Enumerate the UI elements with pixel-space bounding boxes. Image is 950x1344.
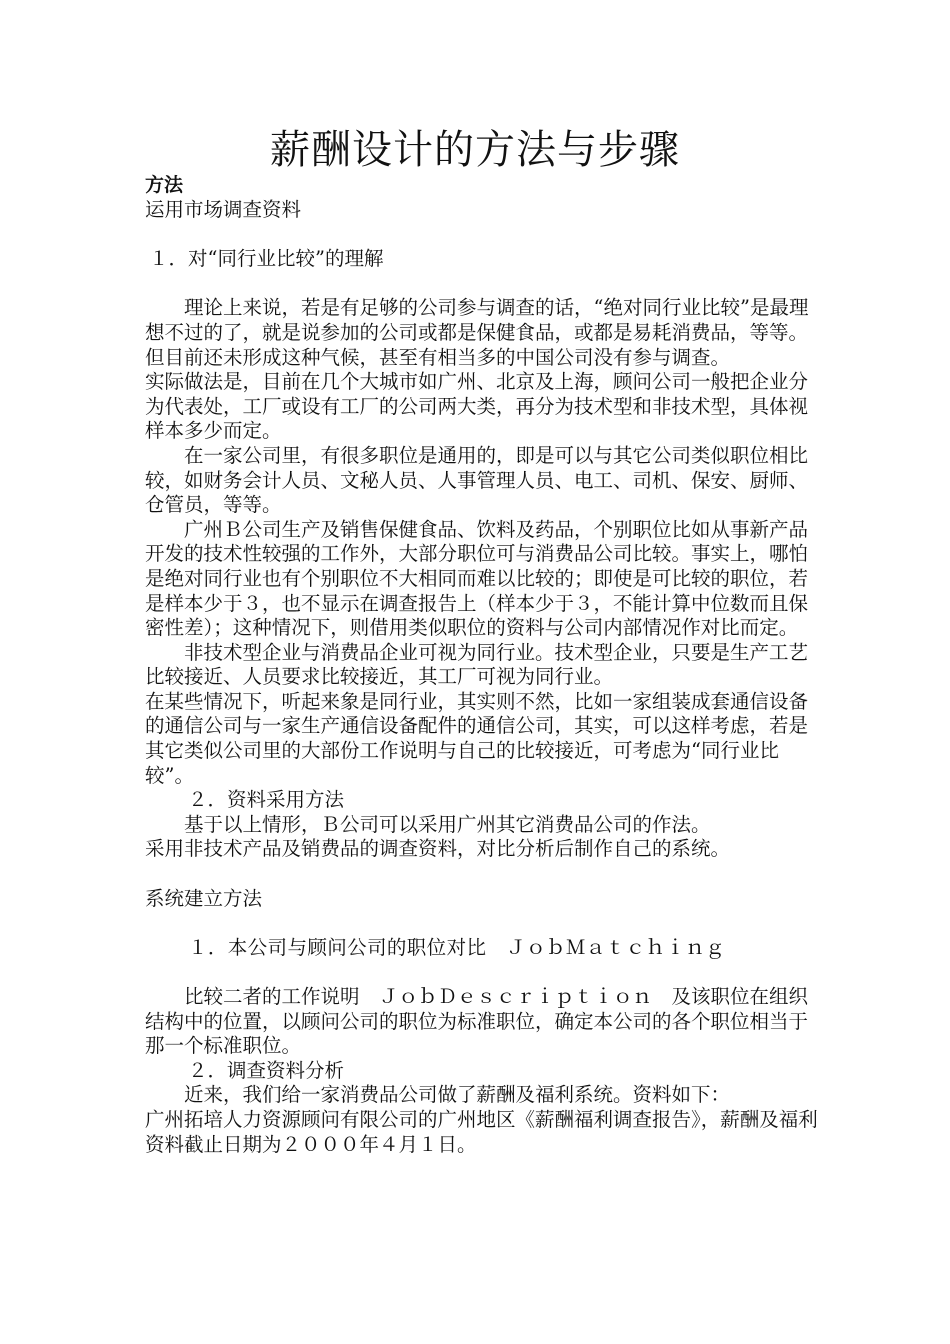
section-heading: 系统建立方法 — [145, 886, 263, 910]
paragraph: 采用非技术产品及销费品的调查资料，对比分析后制作自己的系统。 — [145, 837, 731, 861]
document-body — [145, 198, 825, 1157]
paragraph: 在一家公司里，有很多职位是通用的，即是可以与其它公司类似职位相比较，如财务会计人员、文秘人员、人事管理人员、电工、司机、保安、厨师、仓管员，等等。 — [145, 443, 809, 517]
paragraph: 基于以上情形，Ｂ公司可以采用广州其它消费品公司的作法。 — [184, 812, 711, 836]
paragraph: 广州Ｂ公司生产及销售保健食品、饮料及药品，个别职位比如从事新产品开发的技术性较强的工作外，大部分职位可与消费品公司比较。事实上，哪怕是绝对同行业也有个别职位不大相同而难以比较的；即使是可比较的职位，若是样本少于３，也不显示在调查报告上（样本少于３，不能计算中位数而且保密性差）；这种情况下，则借用类似职位的资料与公司内部情况作对比而定。 — [145, 517, 809, 640]
paragraph: 广州拓培人力资源顾问有限公司的广州地区《薪酬福利调查报告》，薪酬及福利资料截止日期为２０００年４月１日。 — [145, 1107, 818, 1156]
paragraph: 比较二者的工作说明 ＪｏｂＤｅｓｃｒｉｐｔｉｏｎ 及该职位在组织结构中的位置，以顾问公司的职位为标准职位，确定本公司的各个职位相当于那一个标准职位。 — [145, 985, 809, 1058]
paragraph: 理论上来说，若是有足够的公司参与调查的话，“绝对同行业比较”是最理想不过的了，就是说参加的公司或都是保健食品，或都是易耗消费品，等等。但目前还未形成这种气候，甚至有相当多的中国公司没有参与调查。 — [145, 296, 809, 369]
paragraph: 运用市场调查资料 — [145, 198, 302, 221]
section-heading-methods: 方法 — [145, 174, 184, 196]
subheading: ２．资料采用方法 — [188, 788, 345, 812]
spacer — [145, 862, 825, 887]
spacer — [145, 960, 825, 985]
spacer — [145, 272, 825, 297]
paragraph: 在某些情况下，听起来象是同行业，其实则不然，比如一家组装成套通信设备的通信公司与一家生产通信设备配件的通信公司，其实，可以这样考虑，若是其它类似公司里的大部份工作说明与自己的比较接近，可考虑为“同行业比较”。 — [145, 689, 809, 787]
paragraph: 实际做法是，目前在几个大城市如广州、北京及上海，顾问公司一般把企业分为代表处，工厂或设有工厂的公司两大类，再分为技术型和非技术型，具体视样本多少而定。 — [145, 370, 809, 443]
paragraph: 非技术型企业与消费品企业可视为同行业。技术型企业，只要是生产工艺比较接近、人员要求比较接近，其工厂可视为同行业。 — [145, 640, 809, 689]
subheading: １．本公司与顾问公司的职位对比 ＪｏｂＭａｔｃｈｉｎｇ — [188, 935, 726, 959]
spacer — [145, 223, 825, 248]
paragraph: 近来，我们给一家消费品公司做了薪酬及福利系统。资料如下： — [184, 1083, 731, 1107]
subheading: ２．调查资料分析 — [188, 1058, 345, 1082]
document-title: 薪酬设计的方法与步骤 — [270, 127, 680, 173]
spacer — [145, 911, 825, 936]
subheading: １．对“同行业比较”的理解 — [149, 247, 384, 271]
